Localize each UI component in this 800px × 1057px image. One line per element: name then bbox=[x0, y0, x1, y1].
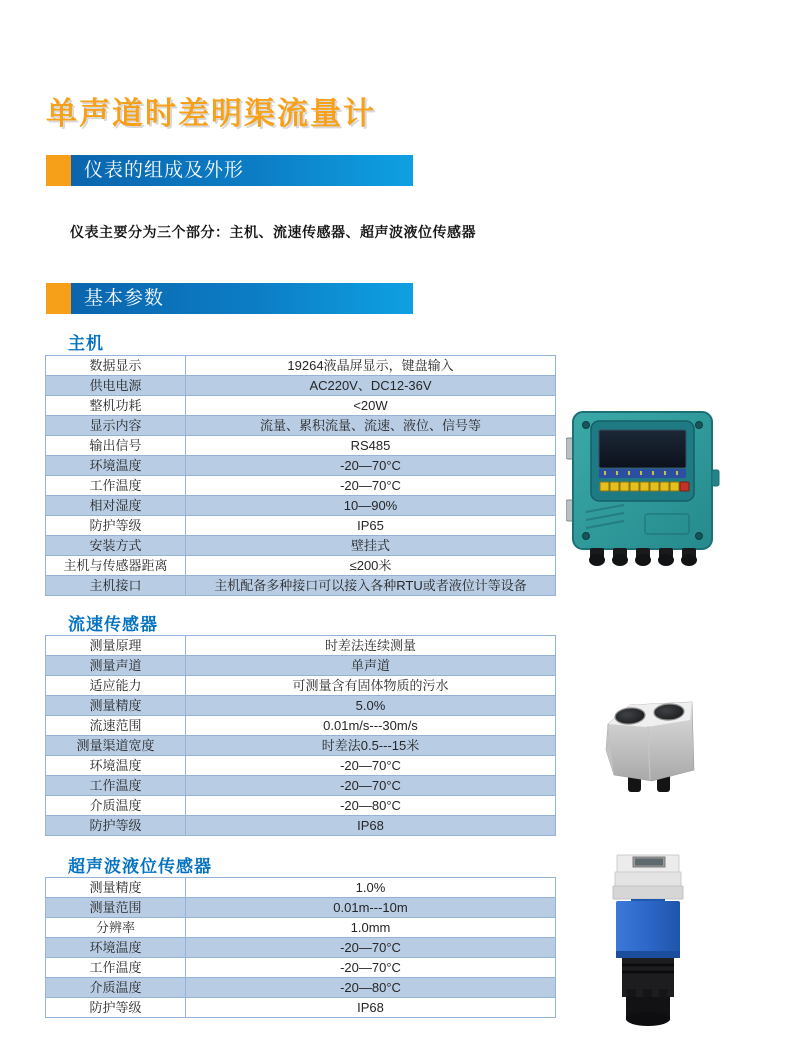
blue-body-base bbox=[616, 951, 680, 958]
table-row bbox=[46, 958, 556, 978]
spec-value: 1.0mm bbox=[186, 918, 556, 938]
table-row bbox=[46, 998, 556, 1018]
spec-label: 数据显示 bbox=[46, 356, 186, 376]
spec-label: 防护等级 bbox=[46, 516, 186, 536]
table-row bbox=[46, 978, 556, 998]
cable-glands bbox=[589, 548, 697, 566]
spec-label: 工作温度 bbox=[46, 476, 186, 496]
spec-value: -20—80°C bbox=[186, 796, 556, 816]
table-row bbox=[46, 656, 556, 676]
spec-label: 输出信号 bbox=[46, 436, 186, 456]
spec-label: 相对湿度 bbox=[46, 496, 186, 516]
spec-value: 5.0% bbox=[186, 696, 556, 716]
spec-label: 防护等级 bbox=[46, 998, 186, 1018]
spec-label: 测量声道 bbox=[46, 656, 186, 676]
spec-table-velocity-sensor bbox=[45, 635, 556, 836]
table-row bbox=[46, 416, 556, 436]
table-row bbox=[46, 576, 556, 596]
spec-value: -20—70°C bbox=[186, 958, 556, 978]
head-skirt bbox=[613, 886, 683, 899]
table-row bbox=[46, 938, 556, 958]
table-row bbox=[46, 496, 556, 516]
section-header-label: 仪表的组成及外形 bbox=[71, 155, 413, 186]
spec-value: -20—70°C bbox=[186, 756, 556, 776]
spec-value: 10—90% bbox=[186, 496, 556, 516]
velocity-sensor-photo bbox=[600, 694, 705, 794]
table-heading-velocity-sensor: 流速传感器 bbox=[68, 615, 158, 634]
spec-value: -20—70°C bbox=[186, 456, 556, 476]
table-heading-level-sensor: 超声波液位传感器 bbox=[68, 857, 212, 876]
table-row bbox=[46, 516, 556, 536]
spec-value: RS485 bbox=[186, 436, 556, 456]
keypad-strip bbox=[599, 469, 686, 478]
spec-label: 整机功耗 bbox=[46, 396, 186, 416]
table-row bbox=[46, 898, 556, 918]
table-row bbox=[46, 396, 556, 416]
spec-label: 安装方式 bbox=[46, 536, 186, 556]
section-header-label: 基本参数 bbox=[71, 283, 413, 314]
section-header-composition bbox=[46, 155, 413, 186]
spec-value: 0.01m/s---30m/s bbox=[186, 716, 556, 736]
spec-value: -20—70°C bbox=[186, 476, 556, 496]
table-row bbox=[46, 636, 556, 656]
spec-label: 适应能力 bbox=[46, 676, 186, 696]
section-header-basic-params bbox=[46, 283, 413, 314]
display-screen bbox=[635, 859, 663, 866]
spec-value: 流量、累积流量、流速、液位、信号等 bbox=[186, 416, 556, 436]
spec-value: IP68 bbox=[186, 816, 556, 836]
table-row bbox=[46, 556, 556, 576]
spec-label: 测量精度 bbox=[46, 696, 186, 716]
table-row bbox=[46, 776, 556, 796]
spec-value: 单声道 bbox=[186, 656, 556, 676]
table-row bbox=[46, 676, 556, 696]
intro-text: 仪表主要分为三个部分：主机、流速传感器、超声波液位传感器 bbox=[70, 224, 476, 240]
ultrasonic-level-sensor-illustration bbox=[603, 853, 693, 1028]
spec-label: 测量范围 bbox=[46, 898, 186, 918]
spec-label: 供电电源 bbox=[46, 376, 186, 396]
section-header-accent bbox=[46, 283, 71, 314]
spec-value: -20—70°C bbox=[186, 776, 556, 796]
spec-value: -20—70°C bbox=[186, 938, 556, 958]
table-row bbox=[46, 796, 556, 816]
spec-value: 0.01m---10m bbox=[186, 898, 556, 918]
table-row bbox=[46, 736, 556, 756]
table-row bbox=[46, 356, 556, 376]
spec-label: 环境温度 bbox=[46, 456, 186, 476]
blue-body bbox=[616, 901, 680, 958]
spec-label: 介质温度 bbox=[46, 978, 186, 998]
spec-value: 主机配备多种接口可以接入各种RTU或者液位计等设备 bbox=[186, 576, 556, 596]
spec-table-main-unit bbox=[45, 355, 556, 596]
table-row bbox=[46, 376, 556, 396]
spec-label: 测量渠道宽度 bbox=[46, 736, 186, 756]
spec-value: 时差法连续测量 bbox=[186, 636, 556, 656]
spec-value: 19264液晶屏显示，键盘输入 bbox=[186, 356, 556, 376]
table-row bbox=[46, 696, 556, 716]
main-unit-photo bbox=[566, 408, 726, 572]
spec-label: 环境温度 bbox=[46, 938, 186, 958]
lcd-screen bbox=[599, 430, 686, 468]
keypad-buttons bbox=[600, 482, 689, 491]
table-heading-main-unit: 主机 bbox=[68, 334, 104, 353]
spec-value: ≤200米 bbox=[186, 556, 556, 576]
table-row bbox=[46, 536, 556, 556]
head-body bbox=[615, 872, 681, 887]
table-row bbox=[46, 436, 556, 456]
main-unit-illustration bbox=[566, 408, 726, 572]
table-row bbox=[46, 476, 556, 496]
spec-value: IP68 bbox=[186, 998, 556, 1018]
velocity-sensor-illustration bbox=[600, 694, 705, 794]
page-title: 单声道时差明渠流量计 bbox=[46, 96, 376, 131]
side-tab bbox=[712, 470, 719, 486]
spec-value: IP65 bbox=[186, 516, 556, 536]
section-header-accent bbox=[46, 155, 71, 186]
spec-label: 介质温度 bbox=[46, 796, 186, 816]
table-row bbox=[46, 456, 556, 476]
spec-table-level-sensor bbox=[45, 877, 556, 1018]
spec-label: 分辨率 bbox=[46, 918, 186, 938]
table-row bbox=[46, 878, 556, 898]
horn-mouth bbox=[626, 1012, 670, 1026]
table-row bbox=[46, 918, 556, 938]
spec-label: 测量精度 bbox=[46, 878, 186, 898]
spec-value: 时差法0.5---15米 bbox=[186, 736, 556, 756]
spec-value: 可测量含有固体物质的污水 bbox=[186, 676, 556, 696]
spec-label: 测量原理 bbox=[46, 636, 186, 656]
spec-value: 壁挂式 bbox=[186, 536, 556, 556]
spec-value: AC220V、DC12-36V bbox=[186, 376, 556, 396]
ultrasonic-level-sensor-photo bbox=[603, 853, 693, 1028]
spec-label: 工作温度 bbox=[46, 776, 186, 796]
spec-label: 环境温度 bbox=[46, 756, 186, 776]
spec-label: 防护等级 bbox=[46, 816, 186, 836]
table-row bbox=[46, 716, 556, 736]
spec-label: 主机接口 bbox=[46, 576, 186, 596]
spec-label: 主机与传感器距离 bbox=[46, 556, 186, 576]
spec-label: 工作温度 bbox=[46, 958, 186, 978]
spec-label: 流速范围 bbox=[46, 716, 186, 736]
spec-value: -20—80°C bbox=[186, 978, 556, 998]
spec-value: 1.0% bbox=[186, 878, 556, 898]
spec-value: <20W bbox=[186, 396, 556, 416]
table-row bbox=[46, 816, 556, 836]
table-row bbox=[46, 756, 556, 776]
spec-label: 显示内容 bbox=[46, 416, 186, 436]
